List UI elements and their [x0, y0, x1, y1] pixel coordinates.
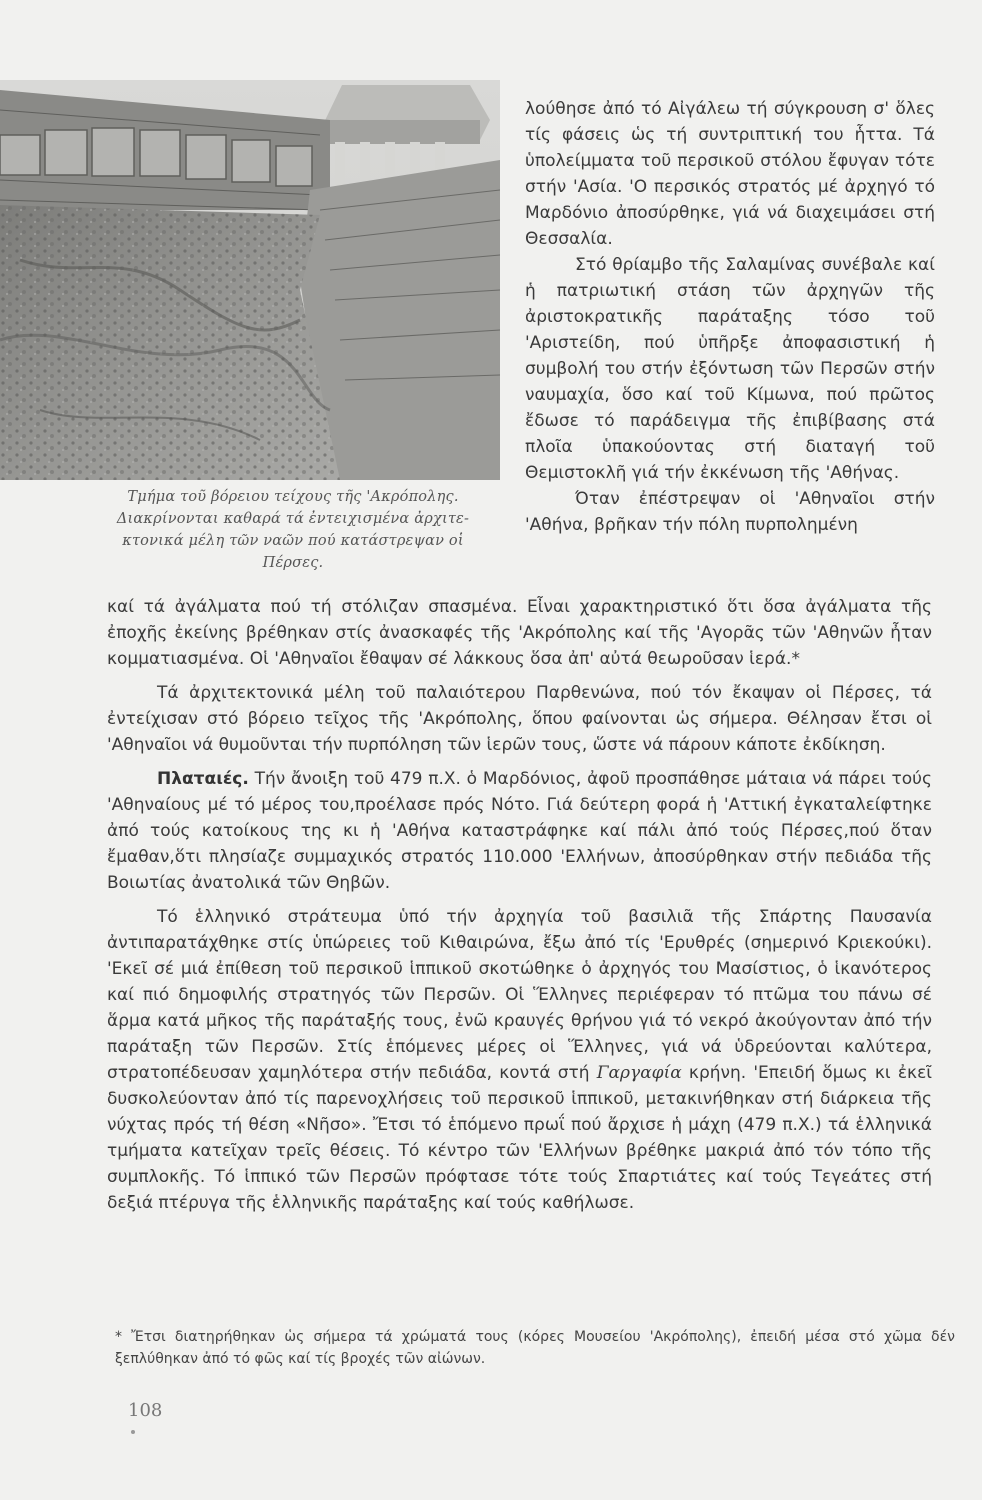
section-heading-plataea: Πλαταιές.	[157, 769, 249, 789]
paragraph-parthenon-members: Τά ἀρχιτεκτονικά μέλη τοῦ παλαιότερου Παρθενώνα, πού τόν ἔκαψαν οἱ Πέρσες, τά ἐντείχισαν στό βόρειο τεῖχος τῆς 'Ακρόπολης, ὅπου φαίνονται ὡς σήμερα. Θέλησαν ἔτσι οἱ 'Αθηναῖοι νά θυμοῦνται τήν πυρπόληση τῶν ἱερῶν τους, ὥστε νά πάρουν κάποτε ἐκδίκηση.	[107, 683, 932, 755]
right-column-text	[525, 96, 935, 538]
plataea-text: Τήν ἄνοιξη τοῦ 479 π.Χ. ὁ Μαρδόνιος, ἀφοῦ προσπάθησε μάταια νά πάρει τούς 'Αθηναίους μέ τό μέρος του,προέλασε πρός Νότο. Γιά δεύτερη φορά ἡ 'Αττική ἐγκαταλείφτηκε ἀπό τούς κατοίκους της κι ἡ 'Αθήνα καταστράφηκε καί πάλι ἀπό τούς Πέρσες,πού ὅταν ἔμαθαν,ὅτι πλησίαζε συμμαχικός στρατός 110.000 'Ελλήνων, ἀποσύρθηκαν στήν πεδιάδα τῆς Βοιωτίας ἀνατολικά τῶν Θηβῶν.	[107, 769, 932, 893]
acropolis-wall-photo	[0, 80, 500, 480]
full-width-text	[107, 594, 932, 1216]
footnote: * Ἔτσι διατηρήθηκαν ὡς σήμερα τά χρώματά τους (κόρες Μουσείου 'Ακρόπολης), ἐπειδή μέσα στό χῶμα δέν ξεπλύθηκαν ἀπό τό φῶς καί τίς βροχές τῶν αἰώνων.	[115, 1329, 955, 1367]
paragraph-statues: καί τά ἀγάλματα πού τή στόλιζαν σπασμένα. Εἶναι χαρακτηριστικό ὅτι ὅσα ἀγάλματα τῆς ἐποχῆς ἐκείνης βρέθηκαν στίς ἀνασκαφές τῆς 'Ακρόπολης καί τῆς 'Αγορᾶς τῶν 'Αθηνῶν ἦταν κομματιασμένα. Οἱ 'Αθηναῖοι ἔθαψαν σέ λάκκους ὅσα ἀπ' αὐτά θεωροῦσαν ἱερά.*	[107, 597, 932, 669]
photo-caption	[90, 486, 496, 574]
caption-line-3: κτονικά μέλη τῶν ναῶν πού κατάστρεψαν οἱ	[122, 533, 464, 549]
paragraph-return-athens: Όταν ἐπέστρεψαν οἱ 'Αθηναῖοι στήν 'Αθήνα, βρῆκαν τήν πόλη πυρπολημένη	[525, 489, 935, 535]
paragraph-plataea	[107, 766, 932, 896]
ink-dot	[131, 1430, 135, 1434]
greek-army-text-b: κρήνη. 'Επειδή ὅμως κι ἐκεῖ δυσκολεύονταν ἀπό τίς παρενοχλήσεις τοῦ περσικοῦ ἱππικοῦ, μετακινήθηκαν στή διάρκεια τῆς νύχτας πρός τή θέση «Νῆσο». Ἔτσι τό ἑπόμενο πρωΐ πού ἄρχισε ἡ μάχη (479 π.Χ.) τά ἑλληνικά τμήματα κατεῖχαν τρεῖς θέσεις. Τό κέντρο τῶν 'Ελλήνων βρέθηκε μακριά ἀπό τόν τόπο τῆς συμπλοκῆς. Τό ἱππικό τῶν Περσῶν πρόφτασε τότε τούς Σπαρτιάτες καί τούς Τεγεάτες στή δεξιά πτέρυγα τῆς ἑλληνικῆς παράταξης καί τούς καθήλωσε.	[107, 1063, 933, 1213]
paragraph-greek-army	[107, 904, 932, 1216]
paragraph-salamis-triumph: Στό θρίαμβο τῆς Σαλαμίνας συνέβαλε καί ἡ πατριωτική στάση τῶν ἀρχηγῶν τῆς ἀριστοκρατικῆς παράταξης τόσο τοῦ 'Αριστείδη, πού ὑπῆρξε ἀποφασιστική ἡ συμβολή του στήν ἐξόντωση τῶν Περσῶν στήν ναυμαχία, ὅσο καί τοῦ Κίμωνα, πού πρῶτος ἔδωσε τό παράδειγμα τῆς ἐπιβίβασης στά πλοῖα ὑπακούοντας στή διαταγή τοῦ Θεμιστοκλῆ γιά τήν ἐκκένωση τῆς 'Αθήνας.	[525, 255, 935, 483]
caption-line-4: Πέρσες.	[262, 555, 324, 571]
paragraph-salamis-defeat: λούθησε ἀπό τό Αἰγάλεω τή σύγκρουση σ' ὅλες τίς φάσεις ὡς τή συντριπτική του ἧττα. Τά ὑπολείμματα τοῦ περσικοῦ στόλου ἔφυγαν τότε στήν 'Ασία. 'Ο περσικός στρατός μέ ἀρχηγό τό Μαρδόνιο ἀποσύρθηκε, γιά νά διαχειμάσει στή Θεσσαλία.	[525, 99, 935, 249]
page-number: 108	[128, 1400, 163, 1421]
acropolis-wall-photo-icon	[0, 80, 500, 480]
gargafia-spring: Γαργαφία	[596, 1063, 682, 1083]
greek-army-text-a: Τό ἑλληνικό στράτευμα ὑπό τήν ἀρχηγία τοῦ βασιλιᾶ τῆς Σπάρτης Παυσανία ἀντιπαρατάχθηκε στίς ὑπώρειες τοῦ Κιθαιρώνα, ἔξω ἀπό τίς 'Ερυθρές (σημερινό Κριεκούκι). 'Εκεῖ σέ μιά ἐπίθεση τοῦ περσικοῦ ἱππικοῦ σκοτώθηκε ὁ ἀρχηγός του Μασίστιος, ὁ ἱκανότερος καί πιό δημοφιλής στρατηγός τῶν Περσῶν. Οἱ Ἕλληνες περιέφεραν τό πτῶμα του πάνω σέ ἅρμα κατά μῆκος τῆς παράταξής τους, ἐνῶ κραυγές θρήνου γιά τό νεκρό ἀκούγονταν ἀπό τήν παράταξη τῶν Περσῶν. Στίς ἑπόμενες μέρες οἱ Ἕλληνες, γιά νά ὑδρεύονται καλύτερα, στρατοπέδευσαν χαμηλότερα στήν πεδιάδα, κοντά στή	[107, 907, 932, 1083]
caption-line-1: Τμήμα τοῦ βόρειου τείχους τῆς 'Ακρόπολης.	[127, 489, 459, 505]
caption-line-2: Διακρίνονται καθαρά τά ἐντειχισμένα ἀρχιτε-	[116, 511, 470, 527]
